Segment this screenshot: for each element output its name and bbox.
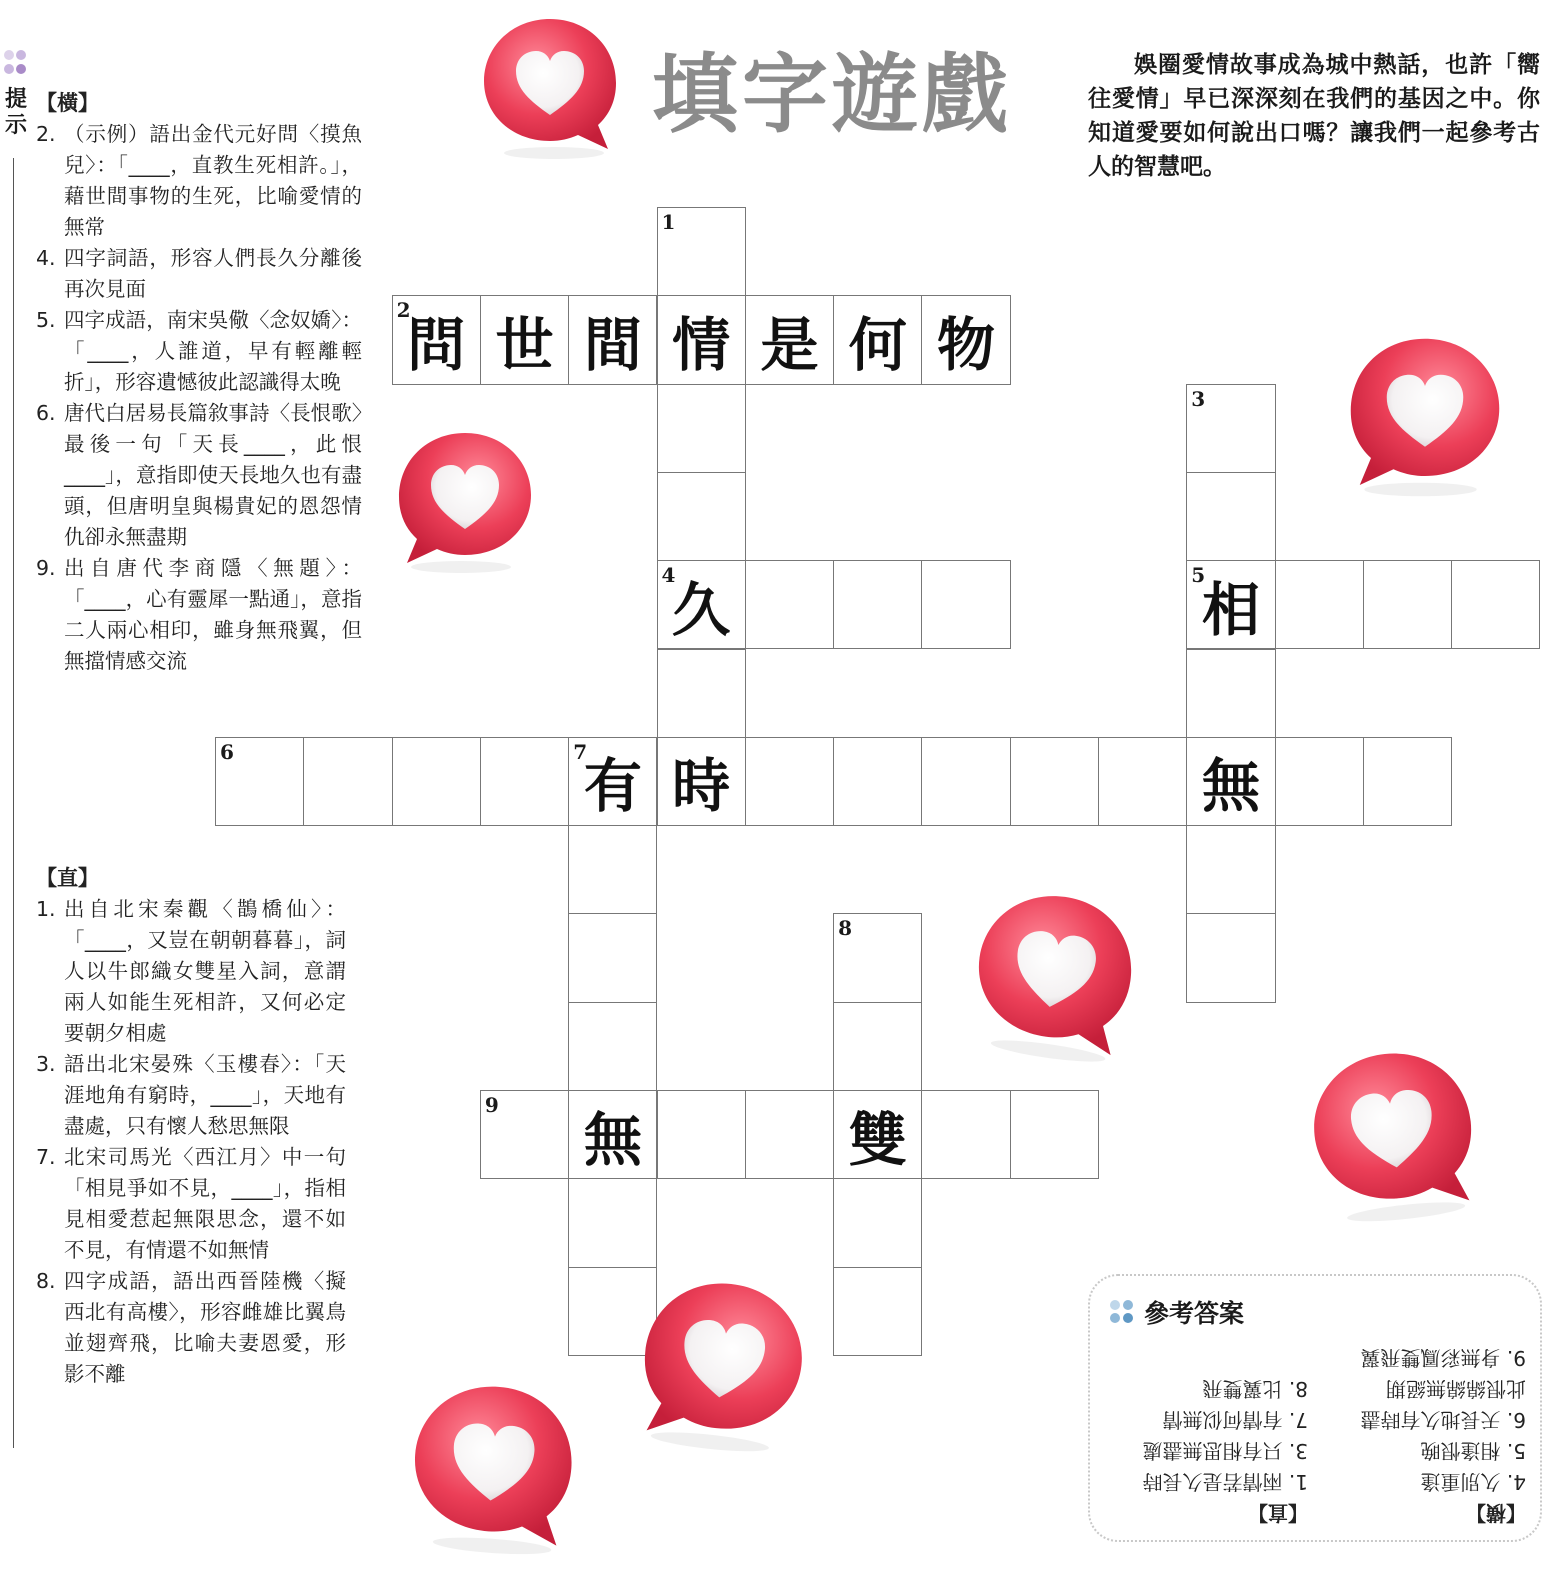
cell-letter: 物 [937,310,996,379]
grid-cell[interactable] [568,913,657,1002]
grid-cell[interactable] [833,560,922,649]
grid-cell[interactable] [657,737,746,826]
grid-cell[interactable] [745,560,834,649]
answer-item: 5. 相逢恨晚 [1420,1439,1526,1463]
grid-cell[interactable] [657,560,746,649]
down-clues [36,863,346,1390]
answer-item: 3. 只有相思無盡處 [1142,1439,1308,1463]
intro-text: 娛圈愛情故事成為城中熱話，也許「嚮往愛情」早已深深刻在我們的基因之中。你知道愛要如何說出口嗎？讓我們一起參考古人的智慧吧。 [1088,51,1540,180]
grid-cell[interactable] [921,737,1010,826]
answers-across-heading: 【橫】 [1466,1501,1526,1525]
grid-cell[interactable] [833,1267,922,1356]
grid-cell[interactable] [1098,737,1187,826]
grid-cell[interactable] [745,295,834,384]
decorative-dots-icon [1110,1300,1136,1324]
decorative-dots-icon [4,50,30,80]
cell-letter: 時 [672,752,731,821]
clue-number: 1. [36,897,56,921]
clue-text: 出自唐代李商隱〈無題〉：「____，心有靈犀一點通」，意指二人兩心相印，雖身無飛翼，但無擋情感交流 [64,556,362,673]
grid-cell[interactable] [1451,560,1540,649]
cell-number: 9 [484,1093,499,1117]
answer-title [1110,1294,1244,1330]
answer-box [1088,1274,1542,1542]
cell-number: 6 [220,739,234,764]
grid-cell[interactable] [921,295,1010,384]
grid-cell[interactable] [1186,384,1275,473]
clue-number: 4. [36,246,56,270]
answer-item: 8. 比翼雙飛 [1202,1377,1308,1401]
grid-cell[interactable] [1186,737,1275,826]
grid-cell[interactable] [392,737,481,826]
clue-text: 北宋司馬光〈西江月〉中一句「相見爭如不見，____」，指相見相愛惹起無限思念，還不如不見，有情還不如無情 [64,1145,346,1262]
grid-cell[interactable] [1186,913,1275,1002]
cell-letter: 何 [848,310,907,379]
answer-title-text: 參考答案 [1144,1299,1245,1328]
cell-number: 8 [838,916,853,941]
clue-item [36,894,346,1049]
cell-letter: 間 [583,310,642,379]
grid-cell[interactable] [1186,649,1275,738]
heart-bubble-icon [385,414,545,584]
cell-letter: 久 [672,575,731,644]
grid-cell[interactable] [568,737,657,826]
clue-item [36,1266,346,1390]
cell-number: 2 [396,298,411,323]
across-clues [36,88,362,677]
answer-item: 1. 兩情若是久長時 [1142,1470,1308,1494]
answer-item: 9. 身無彩鳳雙飛翼 [1360,1346,1526,1370]
grid-cell[interactable] [1363,737,1452,826]
down-heading: 【直】 [36,866,99,890]
grid-cell[interactable] [833,1090,922,1179]
clue-text: （示例）語出金代元好問〈摸魚兒〉：「____，直教生死相許。」，藉世間事物的生死，比喻愛情的無常 [64,122,362,239]
grid-cell[interactable] [1275,737,1364,826]
cell-letter: 相 [1201,575,1260,644]
grid-cell[interactable] [392,295,481,384]
cell-letter: 無 [1201,752,1260,821]
grid-cell[interactable] [568,1267,657,1356]
grid-cell[interactable] [568,825,657,914]
grid-cell[interactable] [833,737,922,826]
cell-letter: 雙 [848,1105,907,1174]
cell-number: 7 [573,739,588,764]
cell-number: 4 [661,563,676,588]
clue-text: 出自北宋秦觀〈鵲橋仙〉：「____，又豈在朝朝暮暮」，詞人以牛郎織女雙星入詞，意謂兩人如能生死相許，又何必定要朝夕相處 [64,897,346,1045]
grid-cell[interactable] [1186,472,1275,561]
grid-cell[interactable] [1186,560,1275,649]
cell-number: 1 [661,210,676,234]
heart-bubble-icon [950,868,1159,1077]
grid-cell[interactable] [480,1090,569,1179]
grid-cell[interactable] [745,1090,834,1179]
grid-cell[interactable] [921,1090,1010,1179]
answers-down-heading: 【直】 [1248,1501,1308,1525]
answer-item: 7. 有情何似無情 [1162,1408,1308,1432]
grid-cell[interactable] [921,560,1010,649]
clue-item [36,119,362,243]
heart-bubble-icon [1288,1023,1498,1242]
clue-number: 7. [36,1145,56,1169]
grid-cell[interactable] [568,1090,657,1179]
grid-cell[interactable] [303,737,392,826]
answers-upside-down [1102,1342,1526,1528]
clue-item [36,1142,346,1266]
answer-item: 6. 天長地久有時盡 [1360,1408,1526,1432]
cell-number: 3 [1191,386,1206,411]
cell-number: 5 [1191,563,1206,588]
cell-letter: 情 [672,310,731,379]
grid-cell[interactable] [657,207,746,296]
hint-label: 提示 [4,86,27,138]
grid-cell[interactable] [1363,560,1452,649]
answers-down [1108,1373,1308,1528]
hint-label-block [4,50,30,138]
divider [13,158,14,1448]
clue-number: 5. [36,308,56,332]
clue-text: 唐代白居易長篇敘事詩〈長恨歌〉最後一句「天長____，此恨____」，意指即使天長地久也有盡頭，但唐明皇與楊貴妃的恩怨情仇卻永無盡期 [64,401,362,549]
grid-cell[interactable] [657,472,746,561]
clue-item [36,1049,346,1142]
clue-text: 語出北宋晏殊〈玉樓春〉：「天涯地角有窮時，____」，天地有盡處，只有懷人愁思無限 [64,1052,346,1138]
grid-cell[interactable] [215,737,304,826]
clue-item [36,305,362,398]
grid-cell[interactable] [480,295,569,384]
grid-cell[interactable] [745,737,834,826]
clue-text: 四字詞語，形容人們長久分離後再次見面 [64,246,362,301]
clue-item [36,398,362,553]
across-heading: 【橫】 [36,91,99,115]
cell-letter: 無 [583,1105,642,1174]
clue-item [36,553,362,677]
cell-letter: 問 [407,310,466,379]
clue-number: 3. [36,1052,56,1076]
clue-number: 8. [36,1269,56,1293]
clue-number: 2. [36,122,56,146]
heart-bubble-icon [1335,318,1515,508]
grid-cell[interactable] [568,1178,657,1267]
cell-letter: 有 [583,752,642,821]
clue-text: 四字成語，南宋吳儆〈念奴嬌〉：「____，人誰道，早有輕離輕折」，形容遺憾彼此認識得太晚 [64,308,362,394]
cell-letter: 世 [495,310,554,379]
page-title: 填字遊戲 [652,44,1012,145]
clue-number: 6. [36,401,56,425]
grid-cell[interactable] [657,1090,746,1179]
cell-letter: 是 [760,310,819,379]
grid-cell[interactable] [1010,737,1099,826]
answers-across [1326,1342,1526,1528]
heart-bubble-icon [470,0,630,170]
grid-cell[interactable] [833,295,922,384]
grid-cell[interactable] [657,649,746,738]
grid-cell[interactable] [1186,825,1275,914]
clue-text: 四字成語，語出西晉陸機〈擬西北有高樓〉，形容雌雄比翼鳥並翅齊飛，比喻夫妻恩愛，形影不離 [64,1269,346,1386]
grid-cell[interactable] [657,384,746,473]
grid-cell[interactable] [568,295,657,384]
grid-cell[interactable] [1010,1090,1099,1179]
grid-cell[interactable] [833,1178,922,1267]
heart-bubble-icon [392,1364,595,1567]
grid-cell[interactable] [1275,560,1364,649]
grid-cell[interactable] [833,913,922,1002]
clue-number: 9. [36,556,56,580]
grid-cell[interactable] [568,1002,657,1091]
grid-cell[interactable] [833,1002,922,1091]
answer-item: 此恨綿綿無絕期 [1386,1377,1526,1401]
grid-cell[interactable] [657,295,746,384]
grid-cell[interactable] [480,737,569,826]
clue-item [36,243,362,305]
answer-item: 4. 久別重逢 [1420,1470,1526,1494]
